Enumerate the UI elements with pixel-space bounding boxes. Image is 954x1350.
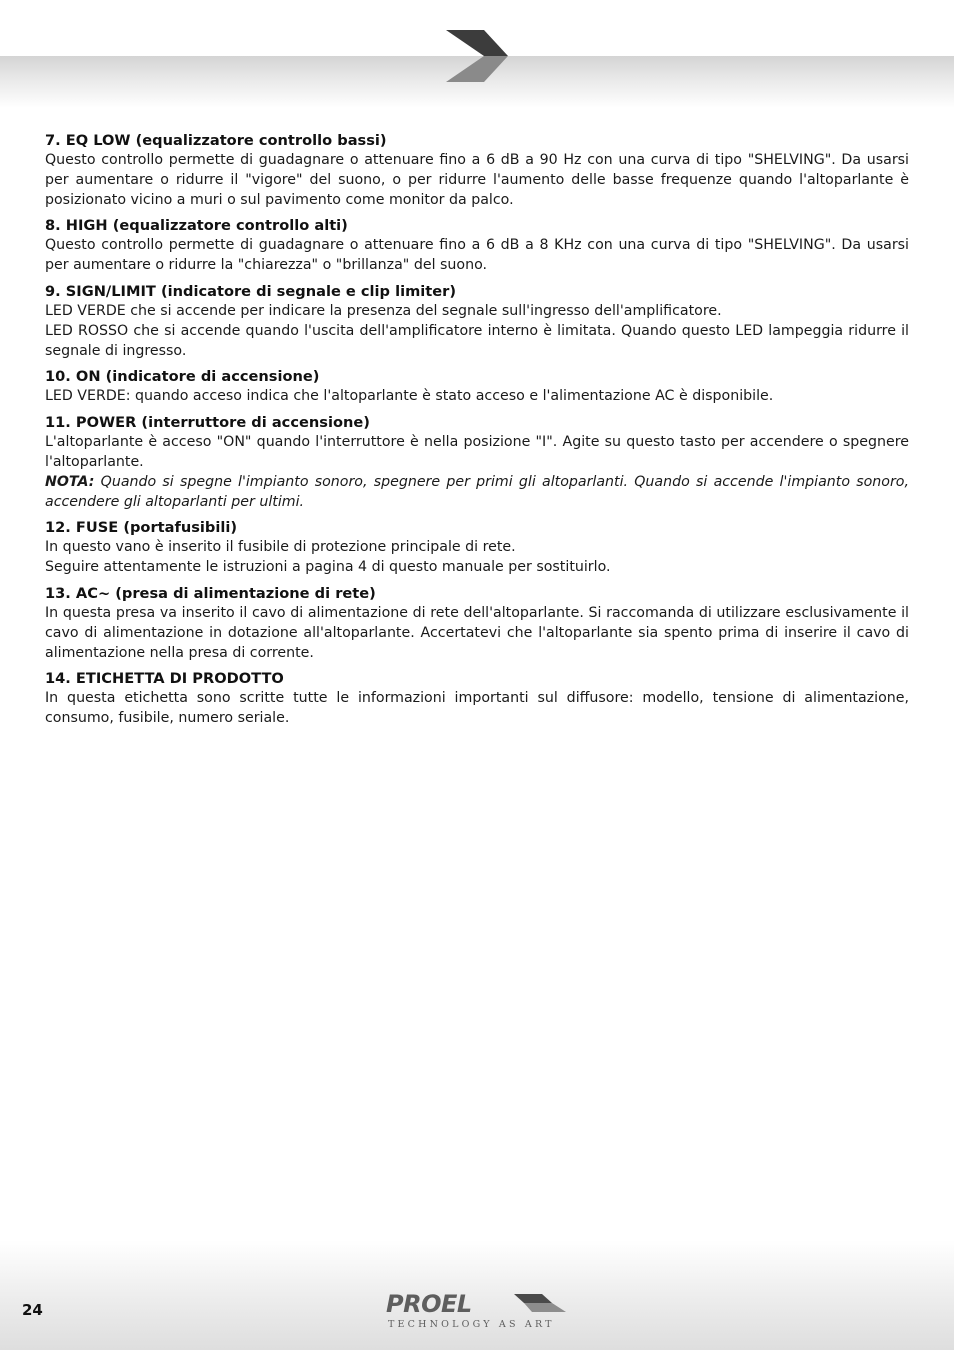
section-title: 9. SIGN/LIMIT (indicatore di segnale e clip limiter) [45, 282, 457, 300]
section-text: LED ROSSO che si accende quando l'uscita dell'amplificatore interno è limitata. Quando questo LED lampeggia ridurre il segnale di ingresso. [45, 322, 909, 359]
proel-logo [386, 1290, 572, 1334]
section-fuse [45, 518, 909, 578]
page-number: 24 [22, 1301, 43, 1319]
note-label: NOTA: [45, 473, 95, 490]
section-title: 8. HIGH (equalizzatore controllo alti) [45, 217, 348, 235]
section-text: Seguire attentamente le istruzioni a pagina 4 di questo manuale per sostituirlo. [45, 559, 611, 576]
section-text: In questa presa va inserito il cavo di alimentazione di rete dell'altoparlante. Si raccomanda di utilizzare esclusivamente il cavo di alimentazione in dotazione all'altoparlante. Accertatevi che l'altoparlante sia spento prima di inserire il cavo di alimentazione nella presa di corrente. [45, 604, 909, 661]
logo-tagline: TECHNOLOGY AS ART [388, 1319, 555, 1330]
section-title: 7. EQ LOW (equalizzatore controllo bassi) [45, 132, 387, 149]
section-high [45, 216, 909, 276]
section-sign-limit [45, 282, 909, 361]
section-title: 13. AC~ (presa di alimentazione di rete) [45, 584, 376, 602]
section-power [45, 413, 909, 512]
section-eq-low [45, 131, 909, 210]
note-text: Quando si spegne l'impianto sonoro, spegnere per primi gli altoparlanti. Quando si accende l'impianto sonoro, accendere gli altoparlanti per ultimi. [45, 473, 909, 510]
section-text: Questo controllo permette di guadagnare o attenuare fino a 6 dB a 8 KHz con una curva di tipo "SHELVING". Da usarsi per aumentare o ridurre la "chiarezza" o "brillanza" del suono. [45, 237, 909, 274]
section-label [45, 669, 909, 729]
section-text: LED VERDE che si accende per indicare la presenza del segnale sull'ingresso dell'amplificatore. [45, 302, 722, 319]
section-text: In questa etichetta sono scritte tutte le informazioni importanti sul diffusore: modello, tensione di alimentazione, consumo, fusibile, numero seriale. [45, 690, 909, 727]
chevron-right-icon [444, 28, 510, 84]
section-text: In questo vano è inserito il fusibile di protezione principale di rete. [45, 539, 516, 556]
manual-content [45, 131, 909, 735]
section-title: 12. FUSE (portafusibili) [45, 519, 238, 537]
logo-chevron-icon [514, 1293, 568, 1313]
section-on [45, 367, 909, 407]
section-title: 14. ETICHETTA DI PRODOTTO [45, 670, 284, 688]
section-text: L'altoparlante è acceso "ON" quando l'interruttore è nella posizione "I". Agite su questo tasto per accendere o spegnere l'altoparlante. [45, 434, 909, 470]
note [45, 473, 909, 513]
section-text: Questo controllo permette di guadagnare o attenuare fino a 6 dB a 90 Hz con una curva di tipo "SHELVING". Da usarsi per aumentare o ridurre il "vigore" del suono, o per ridurre l'aumento delle basse frequenze quando l'altoparlante è posizionato vicino a muri o sul pavimento come monitor da palco. [45, 152, 909, 208]
logo-wordmark: PROEL [386, 1290, 472, 1318]
section-title: 11. POWER (interruttore di accensione) [45, 414, 370, 432]
section-ac [45, 584, 909, 663]
section-text: LED VERDE: quando acceso indica che l'altoparlante è stato acceso e l'alimentazione AC è disponibile. [45, 388, 774, 405]
section-title: 10. ON (indicatore di accensione) [45, 368, 320, 386]
